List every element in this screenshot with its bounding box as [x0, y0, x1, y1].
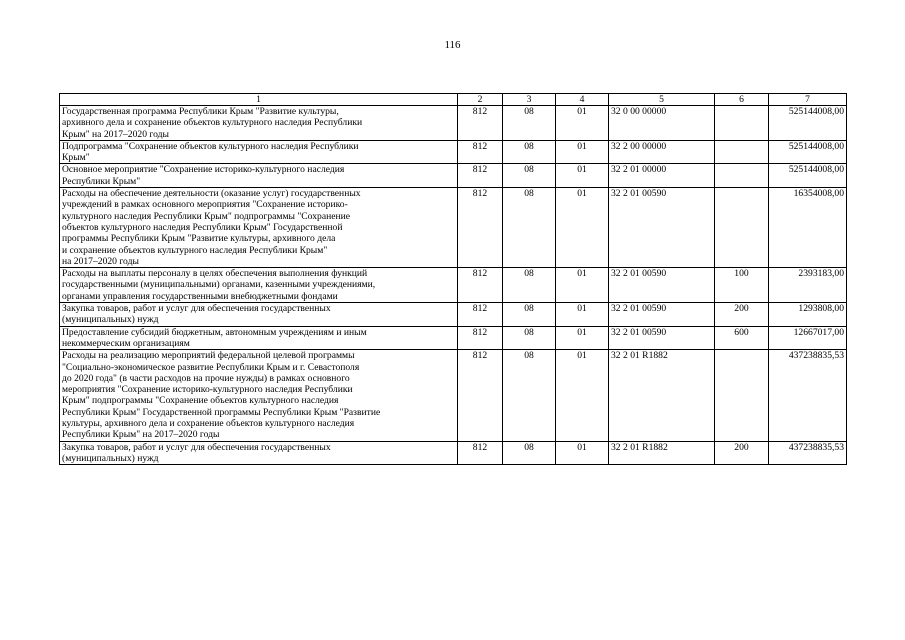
- header-col-6: 6: [715, 94, 769, 106]
- row-section-code: 08: [503, 303, 556, 327]
- row-section-code: 08: [503, 188, 556, 268]
- row-amount: 16354008,00: [769, 188, 847, 268]
- header-row: [60, 94, 847, 106]
- row-section-code: 08: [503, 441, 556, 465]
- row-target-article: 32 2 01 00590: [609, 326, 715, 350]
- row-expense-type: [715, 188, 769, 268]
- row-section-code: 08: [503, 350, 556, 441]
- row-section-code: 08: [503, 326, 556, 350]
- row-expense-type: 200: [715, 303, 769, 327]
- row-target-article: 32 2 01 00590: [609, 268, 715, 303]
- row-amount: 525144008,00: [769, 164, 847, 188]
- row-expense-type: 600: [715, 326, 769, 350]
- table-row: [60, 326, 847, 350]
- row-description: Предоставление субсидий бюджетным, автономным учреждениям и иным некоммерческим организациям: [60, 326, 458, 350]
- row-description: Государственная программа Республики Крым "Развитие культуры, архивного дела и сохранение объектов культурного наследия Республики Крым" на 2017–2020 годы: [60, 106, 458, 141]
- row-ministry-code: 812: [458, 441, 503, 465]
- row-ministry-code: 812: [458, 326, 503, 350]
- row-description: Расходы на реализацию мероприятий федеральной целевой программы "Социально-экономическое развитие Республики Крым и г. Севастополя до 2020 года" (в части расходов на прочие нужды) в рамках основного мероприятия "Сохранение историко-культурного наследия Республики Крым" подпрограммы "Сохранение объектов культурного наследия Республики Крым" Государственной программы Республики Крым "Развитие культуры, архивного дела и сохранение объектов культурного наследия Республики Крым" на 2017–2020 годы: [60, 350, 458, 441]
- row-ministry-code: 812: [458, 106, 503, 141]
- row-description: Закупка товаров, работ и услуг для обеспечения государственных (муниципальных) нужд: [60, 303, 458, 327]
- header-col-5: 5: [609, 94, 715, 106]
- row-ministry-code: 812: [458, 164, 503, 188]
- header-col-2: 2: [458, 94, 503, 106]
- table-row: [60, 188, 847, 268]
- row-target-article: 32 2 01 R1882: [609, 350, 715, 441]
- row-amount: 437238835,53: [769, 441, 847, 465]
- table-row: [60, 106, 847, 141]
- row-amount: 2393183,00: [769, 268, 847, 303]
- row-subsection-code: 01: [556, 326, 609, 350]
- budget-table: [59, 93, 847, 465]
- row-amount: 525144008,00: [769, 106, 847, 141]
- row-target-article: 32 2 01 00590: [609, 188, 715, 268]
- row-description: Расходы на обеспечение деятельности (оказание услуг) государственных учреждений в рамках основного мероприятия "Сохранение историко- культурного наследия Республики Крым" подпрограммы "Сохранение объектов культурного наследия Республики Крым" Государственной программы Республики Крым "Развитие культуры, архивного дела и сохранение объектов культурного наследия Республики Крым" на 2017–2020 годы: [60, 188, 458, 268]
- row-subsection-code: 01: [556, 303, 609, 327]
- row-subsection-code: 01: [556, 188, 609, 268]
- row-ministry-code: 812: [458, 350, 503, 441]
- row-amount: 437238835,53: [769, 350, 847, 441]
- header-col-7: 7: [769, 94, 847, 106]
- header-col-1: 1: [60, 94, 458, 106]
- row-section-code: 08: [503, 140, 556, 164]
- row-target-article: 32 2 01 00590: [609, 303, 715, 327]
- row-expense-type: [715, 164, 769, 188]
- row-ministry-code: 812: [458, 140, 503, 164]
- header-col-3: 3: [503, 94, 556, 106]
- row-target-article: 32 2 00 00000: [609, 140, 715, 164]
- row-expense-type: [715, 350, 769, 441]
- row-description: Подпрограмма "Сохранение объектов культурного наследия Республики Крым": [60, 140, 458, 164]
- row-expense-type: [715, 140, 769, 164]
- row-amount: 525144008,00: [769, 140, 847, 164]
- header-col-4: 4: [556, 94, 609, 106]
- row-description: Закупка товаров, работ и услуг для обеспечения государственных (муниципальных) нужд: [60, 441, 458, 465]
- table-row: [60, 164, 847, 188]
- row-subsection-code: 01: [556, 140, 609, 164]
- table-row: [60, 140, 847, 164]
- row-expense-type: 200: [715, 441, 769, 465]
- row-target-article: 32 2 01 R1882: [609, 441, 715, 465]
- row-section-code: 08: [503, 164, 556, 188]
- row-target-article: 32 0 00 00000: [609, 106, 715, 141]
- row-subsection-code: 01: [556, 106, 609, 141]
- row-section-code: 08: [503, 106, 556, 141]
- row-ministry-code: 812: [458, 303, 503, 327]
- row-subsection-code: 01: [556, 441, 609, 465]
- row-expense-type: 100: [715, 268, 769, 303]
- row-subsection-code: 01: [556, 164, 609, 188]
- row-subsection-code: 01: [556, 268, 609, 303]
- row-amount: 12667017,00: [769, 326, 847, 350]
- row-ministry-code: 812: [458, 268, 503, 303]
- table-row: [60, 268, 847, 303]
- table-row: [60, 350, 847, 441]
- table-row: [60, 441, 847, 465]
- row-expense-type: [715, 106, 769, 141]
- table-row: [60, 303, 847, 327]
- row-target-article: 32 2 01 00000: [609, 164, 715, 188]
- row-description: Основное мероприятие "Сохранение историко-культурного наследия Республики Крым": [60, 164, 458, 188]
- page-number: 116: [444, 39, 461, 51]
- row-subsection-code: 01: [556, 350, 609, 441]
- row-amount: 1293808,00: [769, 303, 847, 327]
- row-description: Расходы на выплаты персоналу в целях обеспечения выполнения функций государственными (муниципальными) органами, казенными учреждениями, органами управления государственными внебюджетными фондами: [60, 268, 458, 303]
- row-ministry-code: 812: [458, 188, 503, 268]
- row-section-code: 08: [503, 268, 556, 303]
